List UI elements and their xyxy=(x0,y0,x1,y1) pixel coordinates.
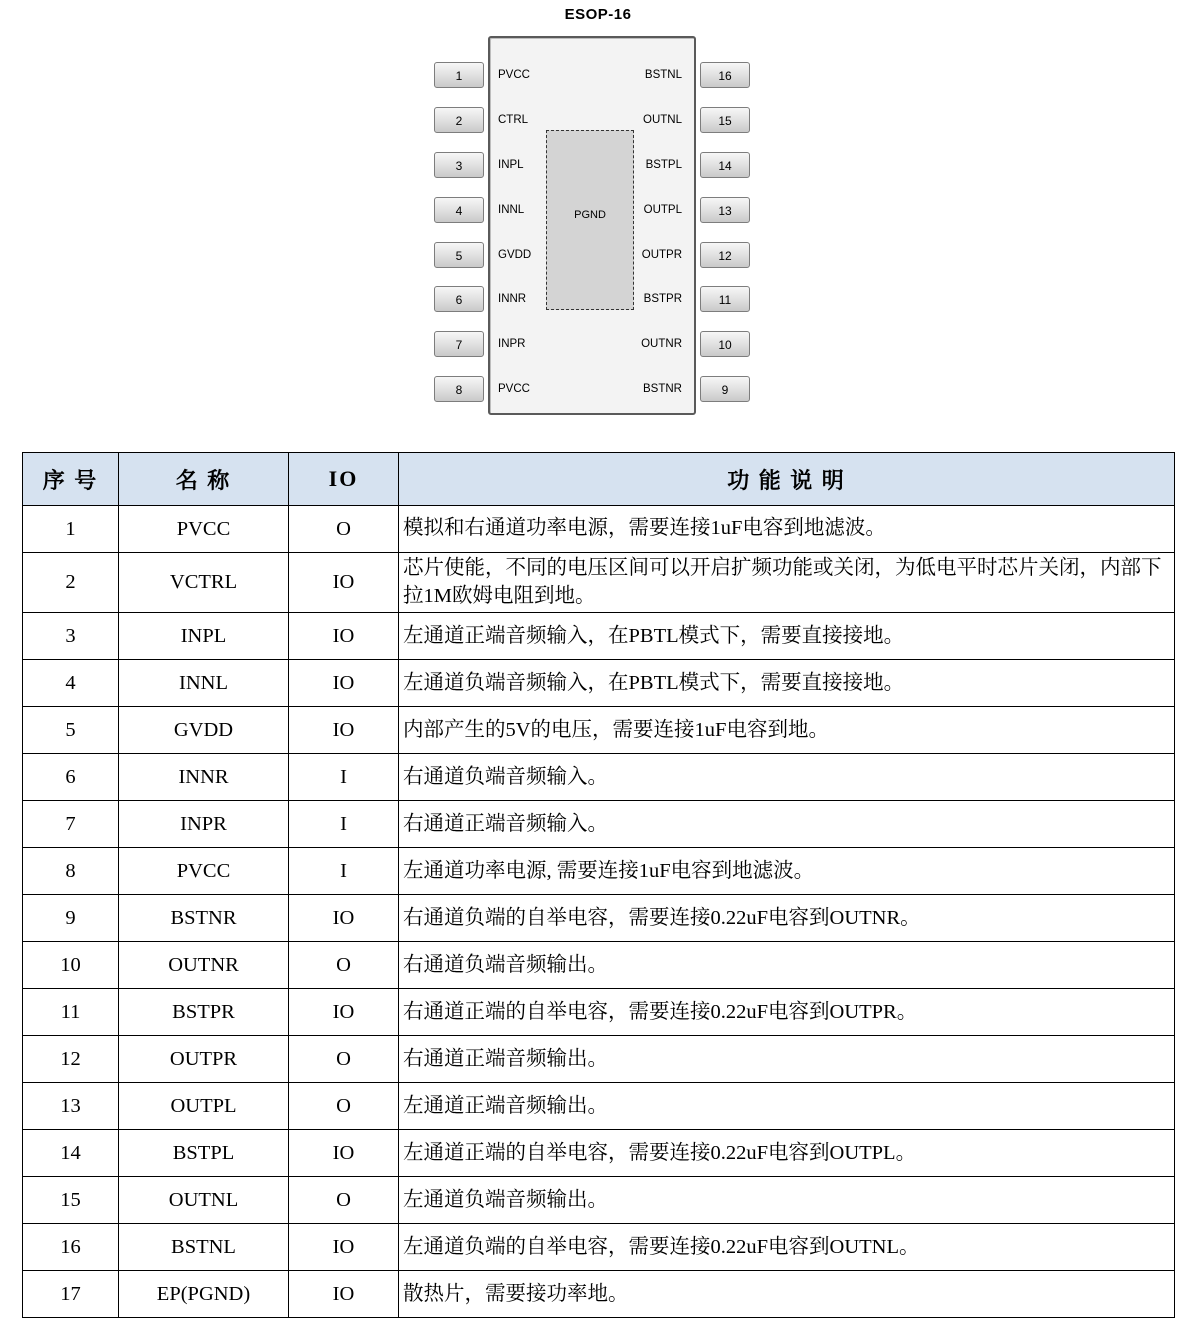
cell-no: 8 xyxy=(23,848,119,895)
pin-tab-5: 5 xyxy=(434,242,484,268)
pin-tab-13: 13 xyxy=(700,197,750,223)
cell-io: O xyxy=(289,1177,399,1224)
cell-io: IO xyxy=(289,707,399,754)
table-row xyxy=(23,553,1175,613)
pin-tab-3: 3 xyxy=(434,152,484,178)
pin-tab-2: 2 xyxy=(434,107,484,133)
cell-io: O xyxy=(289,506,399,553)
cell-io: I xyxy=(289,848,399,895)
table-row xyxy=(23,660,1175,707)
pin-label-13: OUTPL xyxy=(643,204,682,216)
cell-no: 17 xyxy=(23,1271,119,1318)
header-io: IO xyxy=(289,453,399,506)
cell-desc: 右通道负端音频输入。 xyxy=(399,754,1175,801)
cell-no: 2 xyxy=(23,553,119,613)
table-row xyxy=(23,848,1175,895)
pin-label-5: GVDD xyxy=(498,249,532,261)
pin-tab-8: 8 xyxy=(434,376,484,402)
cell-name: GVDD xyxy=(119,707,289,754)
cell-no: 1 xyxy=(23,506,119,553)
pin-tab-15: 15 xyxy=(700,107,750,133)
cell-desc: 右通道负端的自举电容，需要连接0.22uF电容到OUTNR。 xyxy=(399,895,1175,942)
cell-no: 7 xyxy=(23,801,119,848)
cell-name: INNR xyxy=(119,754,289,801)
cell-name: PVCC xyxy=(119,848,289,895)
pin-label-6: INNR xyxy=(498,293,527,305)
pin-tab-14: 14 xyxy=(700,152,750,178)
cell-desc: 左通道负端的自举电容，需要连接0.22uF电容到OUTNL。 xyxy=(399,1224,1175,1271)
table-row xyxy=(23,1177,1175,1224)
cell-no: 3 xyxy=(23,613,119,660)
cell-no: 5 xyxy=(23,707,119,754)
pin-label-7: INPR xyxy=(498,338,526,350)
package-diagram xyxy=(0,0,1196,440)
pin-tab-6: 6 xyxy=(434,286,484,312)
cell-name: BSTNR xyxy=(119,895,289,942)
pin-label-9: BSTNR xyxy=(643,383,682,395)
header-name: 名 称 xyxy=(119,453,289,506)
table-row xyxy=(23,801,1175,848)
cell-io: I xyxy=(289,801,399,848)
table-row xyxy=(23,1036,1175,1083)
pin-tab-7: 7 xyxy=(434,331,484,357)
table-row xyxy=(23,506,1175,553)
pin-description-table xyxy=(22,452,1175,1318)
table-row xyxy=(23,942,1175,989)
pin-label-10: OUTNR xyxy=(641,338,682,350)
cell-desc: 右通道负端音频输出。 xyxy=(399,942,1175,989)
pin-tab-4: 4 xyxy=(434,197,484,223)
cell-no: 11 xyxy=(23,989,119,1036)
cell-name: BSTPL xyxy=(119,1130,289,1177)
pin-tab-12: 12 xyxy=(700,242,750,268)
cell-io: IO xyxy=(289,1130,399,1177)
cell-io: IO xyxy=(289,613,399,660)
table-row xyxy=(23,895,1175,942)
pin-label-14: BSTPL xyxy=(645,159,682,171)
table-row xyxy=(23,1083,1175,1130)
pin-label-15: OUTNL xyxy=(643,114,682,126)
pin-label-16: BSTNL xyxy=(644,69,682,81)
cell-name: VCTRL xyxy=(119,553,289,613)
pin-label-4: INNL xyxy=(498,204,525,216)
cell-desc: 散热片，需要接功率地。 xyxy=(399,1271,1175,1318)
cell-no: 13 xyxy=(23,1083,119,1130)
table-row xyxy=(23,754,1175,801)
cell-name: OUTPL xyxy=(119,1083,289,1130)
cell-name: EP(PGND) xyxy=(119,1271,289,1318)
cell-name: INPL xyxy=(119,613,289,660)
pin-label-8: PVCC xyxy=(498,383,530,395)
cell-desc: 左通道负端音频输出。 xyxy=(399,1177,1175,1224)
cell-name: OUTNL xyxy=(119,1177,289,1224)
table-row xyxy=(23,613,1175,660)
cell-io: IO xyxy=(289,989,399,1036)
pin-tab-11: 11 xyxy=(700,286,750,312)
cell-name: BSTNL xyxy=(119,1224,289,1271)
pin-tab-9: 9 xyxy=(700,376,750,402)
cell-no: 12 xyxy=(23,1036,119,1083)
cell-desc: 右通道正端音频输出。 xyxy=(399,1036,1175,1083)
cell-desc: 左通道正端音频输入，在PBTL模式下，需要直接接地。 xyxy=(399,613,1175,660)
pin-tab-10: 10 xyxy=(700,331,750,357)
cell-desc: 内部产生的5V的电压，需要连接1uF电容到地。 xyxy=(399,707,1175,754)
pin-label-2: CTRL xyxy=(498,114,529,126)
cell-name: PVCC xyxy=(119,506,289,553)
cell-desc: 左通道正端的自举电容，需要连接0.22uF电容到OUTPL。 xyxy=(399,1130,1175,1177)
cell-no: 14 xyxy=(23,1130,119,1177)
cell-desc: 左通道功率电源, 需要连接1uF电容到地滤波。 xyxy=(399,848,1175,895)
cell-name: OUTNR xyxy=(119,942,289,989)
cell-io: IO xyxy=(289,895,399,942)
cell-name: INNL xyxy=(119,660,289,707)
table-row xyxy=(23,1224,1175,1271)
pin-tab-16: 16 xyxy=(700,62,750,88)
cell-desc: 左通道负端音频输入，在PBTL模式下，需要直接接地。 xyxy=(399,660,1175,707)
cell-desc: 左通道正端音频输出。 xyxy=(399,1083,1175,1130)
cell-no: 9 xyxy=(23,895,119,942)
table-row xyxy=(23,989,1175,1036)
cell-name: BSTPR xyxy=(119,989,289,1036)
cell-name: OUTPR xyxy=(119,1036,289,1083)
pin-label-3: INPL xyxy=(498,159,524,171)
cell-io: I xyxy=(289,754,399,801)
cell-io: IO xyxy=(289,553,399,613)
cell-no: 6 xyxy=(23,754,119,801)
table-row xyxy=(23,1271,1175,1318)
pin-label-12: OUTPR xyxy=(641,249,682,261)
cell-io: O xyxy=(289,942,399,989)
thermal-pad-label: PGND xyxy=(574,209,606,221)
cell-io: IO xyxy=(289,1271,399,1318)
cell-desc: 右通道正端音频输入。 xyxy=(399,801,1175,848)
cell-io: O xyxy=(289,1036,399,1083)
table-row xyxy=(23,707,1175,754)
cell-no: 16 xyxy=(23,1224,119,1271)
cell-no: 4 xyxy=(23,660,119,707)
cell-io: O xyxy=(289,1083,399,1130)
cell-no: 10 xyxy=(23,942,119,989)
cell-desc: 右通道正端的自举电容，需要连接0.22uF电容到OUTPR。 xyxy=(399,989,1175,1036)
pin-label-1: PVCC xyxy=(498,69,530,81)
cell-io: IO xyxy=(289,1224,399,1271)
cell-no: 15 xyxy=(23,1177,119,1224)
cell-io: IO xyxy=(289,660,399,707)
package-title: ESOP-16 xyxy=(564,6,632,23)
cell-desc: 芯片使能，不同的电压区间可以开启扩频功能或关闭，为低电平时芯片关闭，内部下拉1M欧姆电阻到地。 xyxy=(399,553,1175,613)
cell-desc: 模拟和右通道功率电源，需要连接1uF电容到地滤波。 xyxy=(399,506,1175,553)
table-row xyxy=(23,1130,1175,1177)
pin-tab-1: 1 xyxy=(434,62,484,88)
table-header-row xyxy=(23,453,1175,506)
header-no: 序 号 xyxy=(23,453,119,506)
pin-label-11: BSTPR xyxy=(643,293,682,305)
header-desc: 功 能 说 明 xyxy=(399,453,1175,506)
cell-name: INPR xyxy=(119,801,289,848)
